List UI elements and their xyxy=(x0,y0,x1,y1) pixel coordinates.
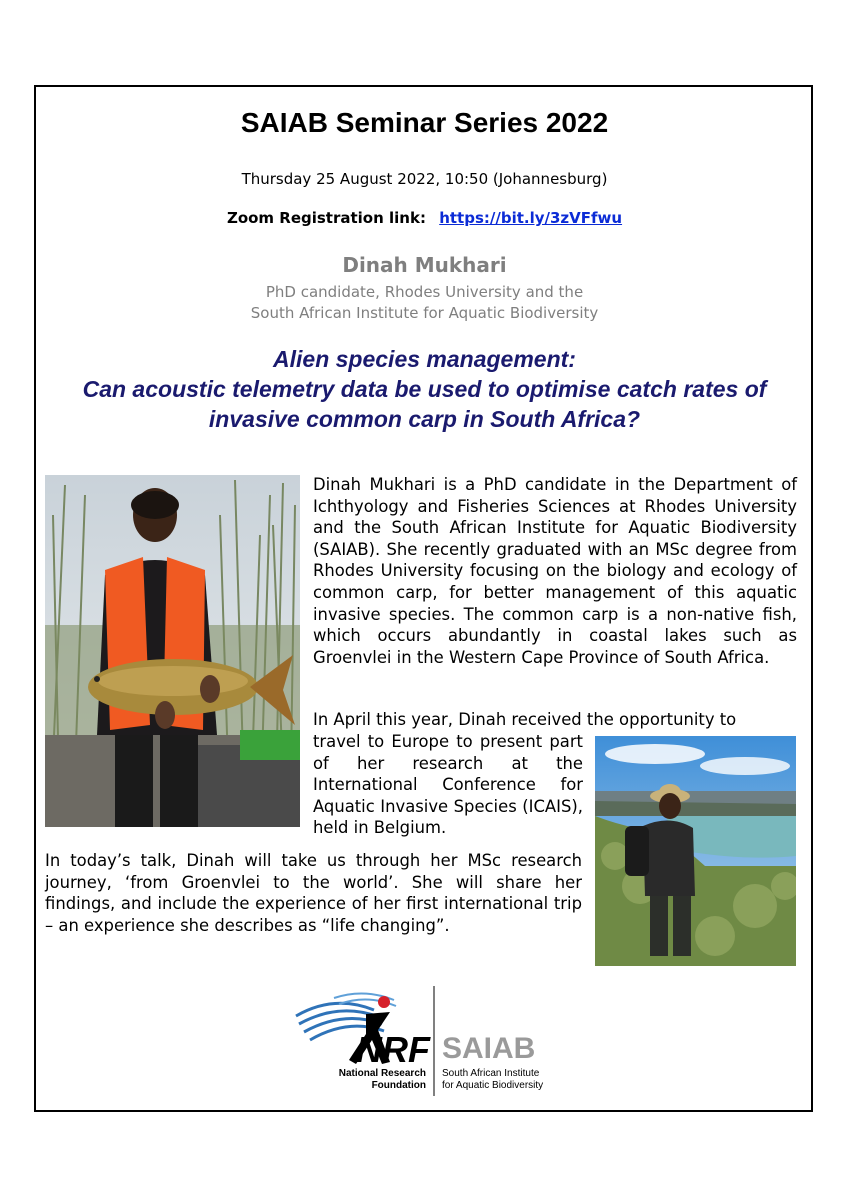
zoom-registration xyxy=(0,209,849,227)
nrf-logo xyxy=(294,984,574,1100)
bio-paragraph-2-rest: travel to Europe to present part of her research at the International Conference for Aquatic Invasive Species (ICAIS), held in Belgium. xyxy=(313,732,583,838)
saiab-name-line: for Aquatic Biodiversity xyxy=(442,1080,544,1091)
seminar-date: Thursday 25 August 2022, 10:50 (Johannesburg) xyxy=(241,170,608,188)
talk-title-line: invasive common carp in South Africa? xyxy=(208,406,641,432)
zoom-link[interactable]: https://bit.ly/3zVFfwu xyxy=(439,209,623,227)
logos-footer xyxy=(294,984,574,1100)
bio-paragraph-3: In today’s talk, Dinah will take us through her MSc research journey, ‘from Groenvlei to the world’. She will share her findings, and include the experience of her first international trip – an experience she describes as “life changing”. xyxy=(45,851,582,935)
speaker-with-carp-photo xyxy=(45,475,300,827)
talk-title-line: Can acoustic telemetry data be used to optimise catch rates of xyxy=(82,376,767,402)
affiliation-line: PhD candidate, Rhodes University and the xyxy=(265,283,584,301)
bio-paragraph-2-line-1: In April this year, Dinah received the opportunity to xyxy=(313,710,737,729)
speaker-name: Dinah Mukhari xyxy=(342,253,507,277)
zoom-label: Zoom Registration link: xyxy=(226,209,426,227)
affiliation-line: South African Institute for Aquatic Biodiversity xyxy=(250,304,599,322)
seminar-title: SAIAB Seminar Series 2022 xyxy=(240,107,609,138)
nrf-name-line: National Research xyxy=(338,1068,426,1079)
speaker-affiliation xyxy=(0,282,849,324)
talk-title-line: Alien species management: xyxy=(273,346,576,372)
speaker-hillside-photo xyxy=(595,736,796,966)
bio-paragraph-1: Dinah Mukhari is a PhD candidate in the Department of Ichthyology and Fisheries Sciences at Rhodes University and the South African Institute for Aquatic Biodiversity (SAIAB). She recently graduated with an MSc degree from Rhodes University focusing on the biology and ecology of common carp, for better management of this aquatic invasive species. The common carp is a non-native fish, which occurs abundantly in coastal lakes such as Groenvlei in the Western Cape Province of South Africa. xyxy=(313,475,797,667)
nrf-wordmark: NRF xyxy=(356,1029,430,1070)
talk-title xyxy=(0,344,849,434)
saiab-wordmark: SAIAB xyxy=(442,1032,536,1065)
saiab-name-line: South African Institute xyxy=(442,1068,540,1079)
nrf-name-line: Foundation xyxy=(371,1080,426,1091)
